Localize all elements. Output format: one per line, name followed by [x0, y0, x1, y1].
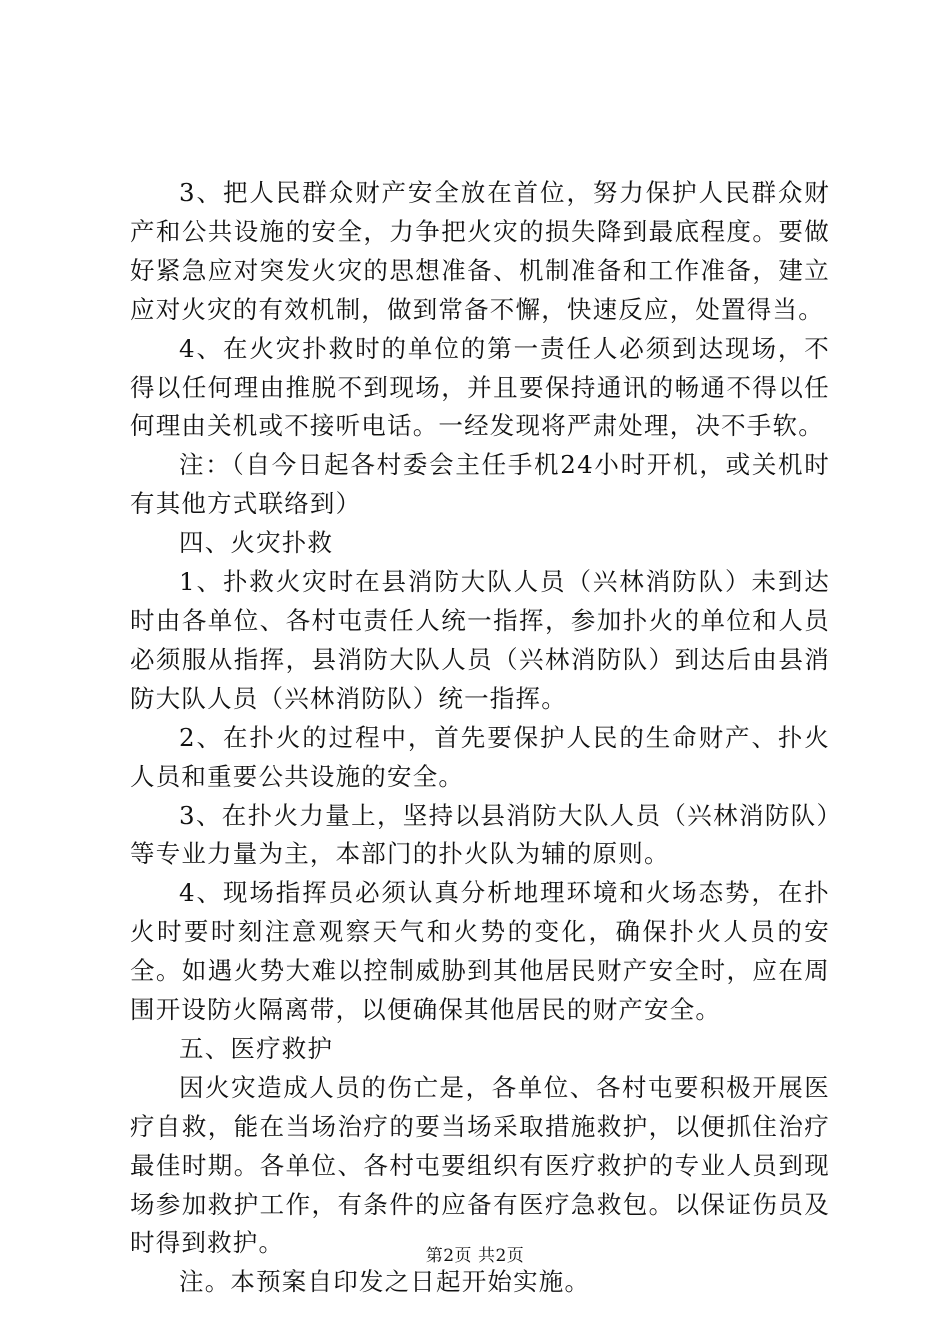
paragraph-item-4: 4、在火灾扑救时的单位的第一责任人必须到达现场，不得以任何理由推脱不到现场，并且要保持通讯的畅通不得以任何理由关机或不接听电话。一经发现将严肃处理，决不手软。: [130, 333, 830, 441]
paragraph-fire-item-3: 3、在扑火力量上，坚持以县消防大队人员（兴林消防队）等专业力量为主，本部门的扑火队为辅的原则。: [130, 800, 830, 869]
note-paragraph: 注：（自今日起各村委会主任手机24小时开机，或关机时有其他方式联络到）: [130, 450, 830, 519]
paragraph-fire-item-2: 2、在扑火的过程中，首先要保护人民的生命财产、扑火人员和重要公共设施的安全。: [130, 722, 830, 791]
paragraph-fire-item-4: 4、现场指挥员必须认真分析地理环境和火场态势，在扑火时要时刻注意观察天气和火势的变化，确保扑火人员的安全。如遇火势大难以控制威胁到其他居民财产安全时，应在周围开设防火隔离带，以便确保其他居民的财产安全。: [130, 878, 830, 1025]
section-heading-medical-rescue: 五、医疗救护: [179, 1033, 334, 1063]
paragraph-fire-item-1: 1、扑救火灾时在县消防大队人员（兴林消防队）未到达时由各单位、各村屯责任人统一指挥，参加扑火的单位和人员必须服从指挥，县消防大队人员（兴林消防队）到达后由县消防大队人员（兴林消防队）统一指挥。: [130, 567, 830, 713]
closing-note-paragraph: 注。本预案自印发之日起开始实施。: [179, 1267, 591, 1297]
paragraph-medical-rescue: 因火灾造成人员的伤亡是，各单位、各村屯要积极开展医疗自救，能在当场治疗的要当场采取措施救护，以便抓住治疗最佳时期。各单位、各村屯要组织有医疗救护的专业人员到现场参加救护工作，有条件的应备有医疗急救包。以保证伤员及时得到救护。: [130, 1072, 830, 1258]
section-heading-fire-fighting: 四、火灾扑救: [179, 528, 334, 558]
page-footer: 第2页 共2页: [425, 1246, 525, 1266]
document-body: [130, 174, 830, 1302]
paragraph-item-3: 3、把人民群众财产安全放在首位，努力保护人民群众财产和公共设施的安全，力争把火灾的损失降到最底程度。要做好紧急应对突发火灾的思想准备、机制准备和工作准备，建立应对火灾的有效机制，做到常备不懈，快速反应，处置得当。: [130, 178, 830, 324]
